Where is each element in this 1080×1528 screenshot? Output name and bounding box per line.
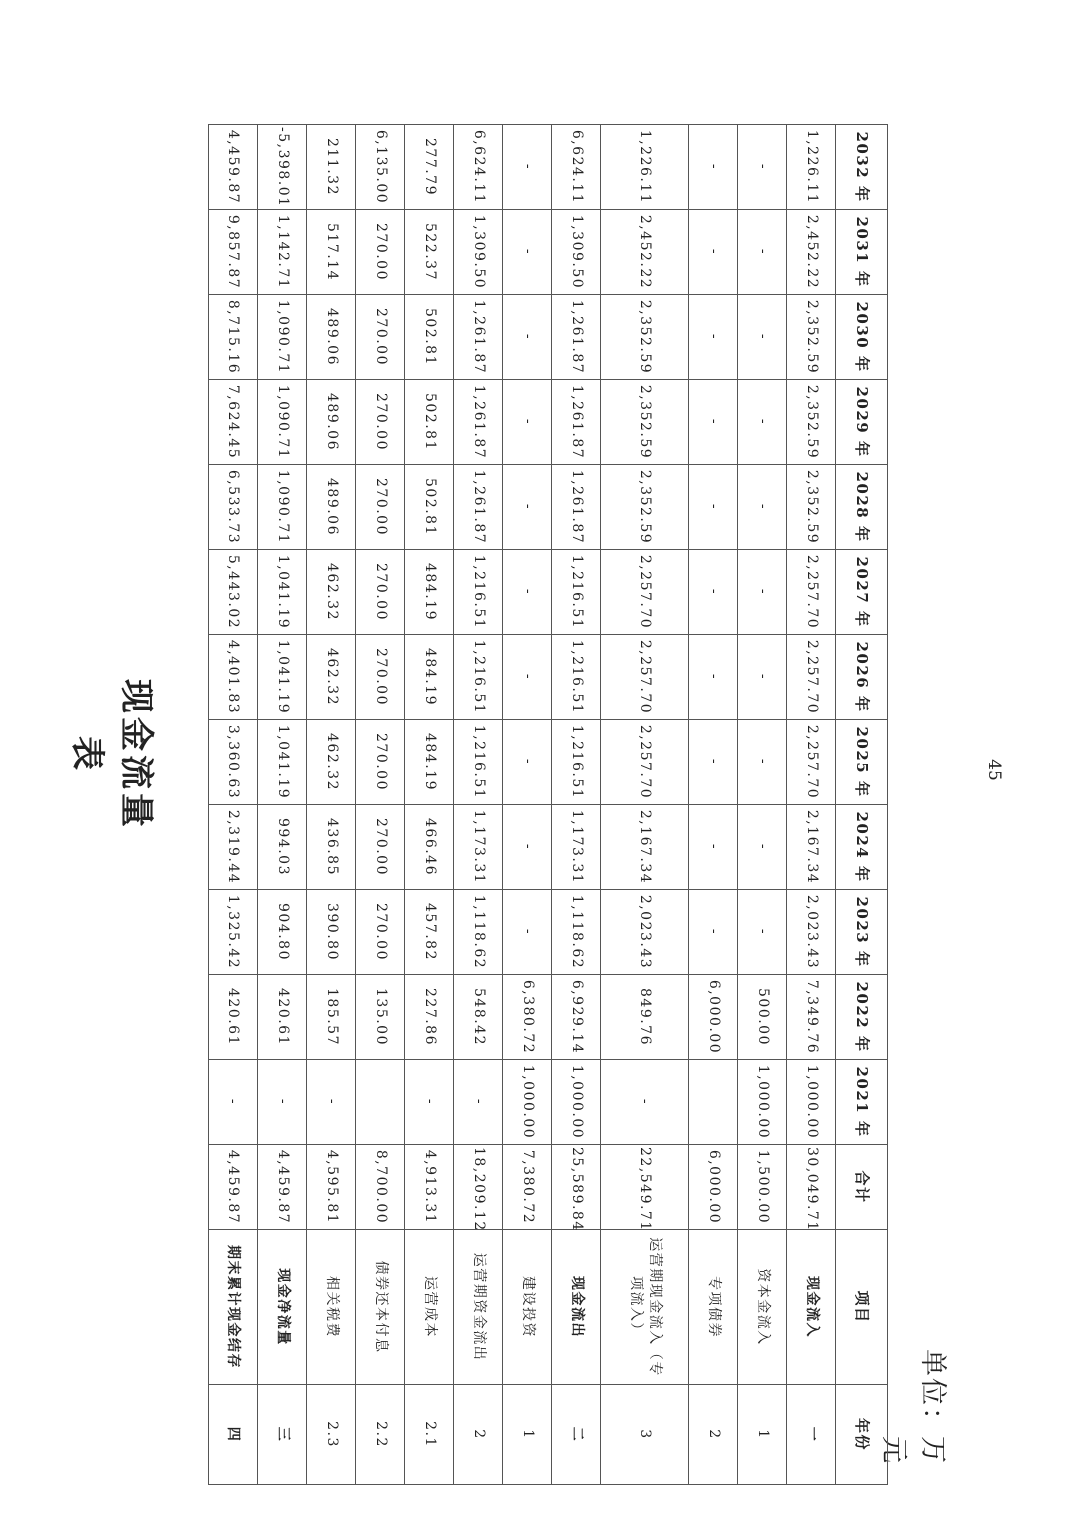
item-name-cell: 现金流出 — [552, 1230, 601, 1385]
page-number: 45 — [984, 759, 1004, 781]
value-cell: 1,090.71 — [258, 295, 307, 380]
value-cell: - — [689, 210, 738, 295]
table-row — [601, 125, 689, 1485]
value-cell: 502.81 — [405, 380, 454, 465]
value-cell: 277.79 — [405, 125, 454, 210]
value-cell: 4,459.87 — [209, 125, 258, 210]
value-cell: 2,352.59 — [601, 380, 689, 465]
column-header: 2026 年 — [836, 635, 888, 720]
value-cell: 457.82 — [405, 890, 454, 975]
value-cell: 1,041.19 — [258, 635, 307, 720]
value-cell: - — [738, 720, 787, 805]
value-cell: 2,319.44 — [209, 805, 258, 890]
value-cell: 390.80 — [307, 890, 356, 975]
row-index-cell: 三 — [258, 1385, 307, 1485]
value-cell: 2,352.59 — [787, 295, 836, 380]
value-cell: 6,624.11 — [552, 125, 601, 210]
value-cell: - — [738, 125, 787, 210]
value-cell: - — [307, 1060, 356, 1145]
column-header: 2032 年 — [836, 125, 888, 210]
column-header: 2023 年 — [836, 890, 888, 975]
value-cell: - — [258, 1060, 307, 1145]
value-cell: 548.42 — [454, 975, 503, 1060]
value-cell: 270.00 — [356, 890, 405, 975]
row-index-cell: 2.1 — [405, 1385, 454, 1485]
value-cell: 5,443.02 — [209, 550, 258, 635]
item-name-cell: 相关税费 — [307, 1230, 356, 1385]
value-cell: - — [503, 805, 552, 890]
value-cell: - — [738, 550, 787, 635]
value-cell: 270.00 — [356, 295, 405, 380]
row-index-cell: 2 — [454, 1385, 503, 1485]
cash-flow-table — [208, 124, 888, 1485]
value-cell: 2,257.70 — [601, 550, 689, 635]
item-name-cell: 期末累计现金结存 — [209, 1230, 258, 1385]
column-header: 2024 年 — [836, 805, 888, 890]
value-cell: - — [503, 210, 552, 295]
value-cell: 18,209.12 — [454, 1145, 503, 1230]
row-index-cell: 2.3 — [307, 1385, 356, 1485]
value-cell: 1,142.71 — [258, 210, 307, 295]
table-row — [405, 125, 454, 1485]
value-cell: 484.19 — [405, 635, 454, 720]
value-cell: 420.61 — [258, 975, 307, 1060]
table-header-row — [836, 125, 888, 1485]
value-cell: - — [689, 720, 738, 805]
value-cell: - — [503, 635, 552, 720]
column-header: 合计 — [836, 1145, 888, 1230]
value-cell: 462.32 — [307, 550, 356, 635]
value-cell: 420.61 — [209, 975, 258, 1060]
value-cell: 9,857.87 — [209, 210, 258, 295]
item-name-cell: 建设投资 — [503, 1230, 552, 1385]
value-cell: 227.86 — [405, 975, 454, 1060]
value-cell: 1,173.31 — [552, 805, 601, 890]
value-cell: 22,549.71 — [601, 1145, 689, 1230]
value-cell: 1,216.51 — [552, 550, 601, 635]
table-row — [738, 125, 787, 1485]
value-cell: 6,533.73 — [209, 465, 258, 550]
value-cell: 6,000.00 — [689, 1145, 738, 1230]
value-cell: 1,216.51 — [454, 635, 503, 720]
value-cell: - — [738, 380, 787, 465]
column-header: 年份 — [836, 1385, 888, 1485]
value-cell: - — [454, 1060, 503, 1145]
value-cell: 30,049.71 — [787, 1145, 836, 1230]
table-row — [307, 125, 356, 1485]
item-name-cell: 运营成本 — [405, 1230, 454, 1385]
value-cell: - — [689, 635, 738, 720]
value-cell: - — [601, 1060, 689, 1145]
row-index-cell: 1 — [503, 1385, 552, 1485]
value-cell: 1,261.87 — [552, 295, 601, 380]
value-cell: - — [689, 125, 738, 210]
row-index-cell: 2.2 — [356, 1385, 405, 1485]
value-cell: 1,041.19 — [258, 720, 307, 805]
value-cell: 7,380.72 — [503, 1145, 552, 1230]
value-cell: 270.00 — [356, 465, 405, 550]
value-cell: 7,624.45 — [209, 380, 258, 465]
item-name-cell: 债券还本付息 — [356, 1230, 405, 1385]
table-row — [503, 125, 552, 1485]
value-cell: 522.37 — [405, 210, 454, 295]
table-row — [209, 125, 258, 1485]
value-cell: - — [689, 805, 738, 890]
column-header: 2025 年 — [836, 720, 888, 805]
value-cell: 270.00 — [356, 805, 405, 890]
item-name-cell: 现金流入 — [787, 1230, 836, 1385]
value-cell: 1,216.51 — [552, 720, 601, 805]
row-index-cell: 3 — [601, 1385, 689, 1485]
value-cell: 489.06 — [307, 295, 356, 380]
value-cell: 1,261.87 — [552, 380, 601, 465]
table-row — [787, 125, 836, 1485]
value-cell: 4,913.31 — [405, 1145, 454, 1230]
column-header: 2021 年 — [836, 1060, 888, 1145]
value-cell: 1,261.87 — [454, 295, 503, 380]
table-row — [454, 125, 503, 1485]
value-cell: - — [689, 890, 738, 975]
value-cell: 7,349.76 — [787, 975, 836, 1060]
row-index-cell: 二 — [552, 1385, 601, 1485]
value-cell: 1,041.19 — [258, 550, 307, 635]
value-cell: 994.03 — [258, 805, 307, 890]
value-cell: 1,325.42 — [209, 890, 258, 975]
value-cell: 2,352.59 — [787, 380, 836, 465]
row-index-cell: 四 — [209, 1385, 258, 1485]
value-cell: 6,000.00 — [689, 975, 738, 1060]
value-cell: 3,360.63 — [209, 720, 258, 805]
column-header: 2028 年 — [836, 465, 888, 550]
value-cell: 1,261.87 — [552, 465, 601, 550]
value-cell: 1,090.71 — [258, 380, 307, 465]
item-name-cell: 专项债券 — [689, 1230, 738, 1385]
value-cell: 270.00 — [356, 635, 405, 720]
value-cell: - — [503, 890, 552, 975]
item-name-cell: 资本金流入 — [738, 1230, 787, 1385]
value-cell: 1,500.00 — [738, 1145, 787, 1230]
item-name-cell: 运营期资金流出 — [454, 1230, 503, 1385]
value-cell: - — [738, 295, 787, 380]
value-cell: 500.00 — [738, 975, 787, 1060]
value-cell: 1,118.62 — [454, 890, 503, 975]
value-cell: 1,309.50 — [552, 210, 601, 295]
value-cell: 1,261.87 — [454, 465, 503, 550]
value-cell: 502.81 — [405, 465, 454, 550]
value-cell: 270.00 — [356, 210, 405, 295]
value-cell: 4,459.87 — [209, 1145, 258, 1230]
value-cell: - — [738, 805, 787, 890]
value-cell: - — [503, 465, 552, 550]
value-cell: 8,715.16 — [209, 295, 258, 380]
value-cell: 4,595.81 — [307, 1145, 356, 1230]
value-cell: - — [503, 720, 552, 805]
value-cell: 2,257.70 — [787, 550, 836, 635]
value-cell: 484.19 — [405, 720, 454, 805]
value-cell: 484.19 — [405, 550, 454, 635]
value-cell: 2,452.22 — [601, 210, 689, 295]
value-cell: 25,589.84 — [552, 1145, 601, 1230]
value-cell: 1,000.00 — [787, 1060, 836, 1145]
value-cell: 1,090.71 — [258, 465, 307, 550]
value-cell: - — [405, 1060, 454, 1145]
value-cell: 1,000.00 — [552, 1060, 601, 1145]
value-cell: 489.06 — [307, 380, 356, 465]
row-index-cell: 2 — [689, 1385, 738, 1485]
value-cell: - — [209, 1060, 258, 1145]
value-cell: 904.80 — [258, 890, 307, 975]
value-cell: - — [689, 550, 738, 635]
value-cell: - — [689, 380, 738, 465]
table-row — [689, 125, 738, 1485]
row-index-cell: 1 — [738, 1385, 787, 1485]
value-cell: 2,257.70 — [601, 720, 689, 805]
value-cell: - — [503, 295, 552, 380]
value-cell: 517.14 — [307, 210, 356, 295]
value-cell: - — [738, 465, 787, 550]
page-title: 现金流量表 — [67, 679, 156, 831]
value-cell: 1,216.51 — [454, 550, 503, 635]
value-cell: 502.81 — [405, 295, 454, 380]
value-cell: 2,257.70 — [787, 720, 836, 805]
value-cell: - — [738, 890, 787, 975]
value-cell: 436.85 — [307, 805, 356, 890]
value-cell: 6,135.00 — [356, 125, 405, 210]
table-row — [356, 125, 405, 1485]
value-cell: - — [503, 550, 552, 635]
value-cell: - — [689, 465, 738, 550]
value-cell: 8,700.00 — [356, 1145, 405, 1230]
value-cell: 1,000.00 — [503, 1060, 552, 1145]
column-header: 2022 年 — [836, 975, 888, 1060]
value-cell: 2,167.34 — [601, 805, 689, 890]
value-cell: 6,929.14 — [552, 975, 601, 1060]
value-cell: - — [503, 125, 552, 210]
value-cell: 2,167.34 — [787, 805, 836, 890]
row-index-cell: 一 — [787, 1385, 836, 1485]
value-cell: 4,459.87 — [258, 1145, 307, 1230]
value-cell: 211.32 — [307, 125, 356, 210]
value-cell: - — [503, 380, 552, 465]
column-header: 项目 — [836, 1230, 888, 1385]
value-cell: 1,000.00 — [738, 1060, 787, 1145]
value-cell: -5,398.01 — [258, 125, 307, 210]
column-header: 2029 年 — [836, 380, 888, 465]
value-cell: 2,257.70 — [787, 635, 836, 720]
value-cell: 2,352.59 — [787, 465, 836, 550]
value-cell: 2,352.59 — [601, 465, 689, 550]
value-cell: 489.06 — [307, 465, 356, 550]
value-cell: 6,380.72 — [503, 975, 552, 1060]
value-cell: 1,226.11 — [787, 125, 836, 210]
value-cell: 135.00 — [356, 975, 405, 1060]
value-cell: 1,118.62 — [552, 890, 601, 975]
value-cell: 270.00 — [356, 720, 405, 805]
value-cell: 4,401.83 — [209, 635, 258, 720]
value-cell: 462.32 — [307, 720, 356, 805]
value-cell: 462.32 — [307, 635, 356, 720]
value-cell: 6,624.11 — [454, 125, 503, 210]
value-cell: 1,226.11 — [601, 125, 689, 210]
value-cell: 2,352.59 — [601, 295, 689, 380]
value-cell: 2,452.22 — [787, 210, 836, 295]
column-header: 2027 年 — [836, 550, 888, 635]
value-cell: 1,216.51 — [552, 635, 601, 720]
unit-label: 单位：万元 — [878, 1349, 948, 1465]
value-cell — [356, 1060, 405, 1145]
value-cell: - — [738, 635, 787, 720]
value-cell: - — [689, 295, 738, 380]
value-cell: 1,173.31 — [454, 805, 503, 890]
value-cell: 2,257.70 — [601, 635, 689, 720]
value-cell: 1,261.87 — [454, 380, 503, 465]
table-row — [258, 125, 307, 1485]
value-cell: 270.00 — [356, 380, 405, 465]
value-cell: 2,023.43 — [787, 890, 836, 975]
column-header: 2031 年 — [836, 210, 888, 295]
item-name-cell: 运营期现金流入（专项流入） — [601, 1230, 689, 1385]
value-cell: 270.00 — [356, 550, 405, 635]
column-header: 2030 年 — [836, 295, 888, 380]
value-cell: 849.76 — [601, 975, 689, 1060]
table-row — [552, 125, 601, 1485]
value-cell: - — [738, 210, 787, 295]
value-cell: 185.57 — [307, 975, 356, 1060]
value-cell — [689, 1060, 738, 1145]
item-name-cell: 现金净流量 — [258, 1230, 307, 1385]
value-cell: 1,216.51 — [454, 720, 503, 805]
value-cell: 2,023.43 — [601, 890, 689, 975]
value-cell: 1,309.50 — [454, 210, 503, 295]
value-cell: 466.46 — [405, 805, 454, 890]
